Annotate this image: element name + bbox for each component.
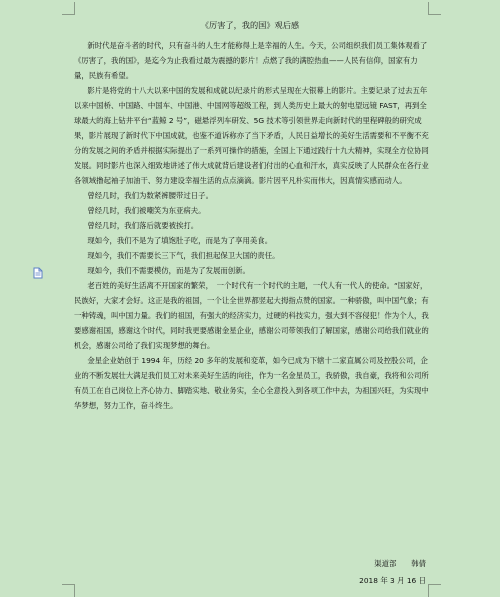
paragraph: 金星企业始创于 1994 年，历经 20 多年的发展和変革，如今已成为下辖十二家直属公司及控股公司，企业的不断发展壮大满足我们员工对未来美好生活的向往，作为一名金星员工，我骄傲，我自豪，我将和公司所有员工在自己岗位上齐心协力、脚踏实地、敬业务实，全心全意投入到各项工作中去，为祖国兴旺，为实现中华梦想，努力工作，奋斗终生。 (74, 356, 429, 410)
paragraph: 曾经几时，我们被嘲笑为东亚病夫。 (87, 206, 206, 215)
paragraph: 曾经几时，我们为数紧裤腰带过日子。 (87, 191, 213, 200)
paragraph: 新时代是奋斗者的时代，只有奋斗的人生才能称得上是幸福的人生。今天，公司组织我们员工集体观看了《厉害了，我的国》，是迄今为止我看过最为震撼的影片！点燃了我的满腔热血——人民有信仰，国家有力量，民族有希望。 (74, 41, 428, 80)
signature-date: 2018 年 3 月 16 日 (359, 576, 426, 585)
signature-block (359, 555, 426, 589)
crop-mark-bottom-left (62, 584, 75, 597)
crop-mark-bottom-right (428, 584, 441, 597)
document-body (74, 38, 430, 413)
document-icon[interactable] (32, 264, 44, 276)
paragraph: 曾经几时，我们落后就要被挨打。 (87, 221, 199, 230)
paragraph: 现如今，我们不需要模仿，而是为了发展而创新。 (87, 266, 250, 275)
paragraph: 影片是将党的十八大以来中国的发展和成就以纪录片的形式呈现在大银幕上的影片。主要记录了过去五年以来中国桥、中国路、中国车、中国港、中国网等超级工程，到人类历史上最大的射电望远镜 FAST，再到全球最大的海上钻井平台“蓝鲸 2 号”，磁悬浮列车研发、5G 技术等引领世界走向新时代的里程碑般的研究成果，影片展现了新时代下中国成就，也鉴不道诉称亦了当下矛盾，人民日益增长的美好生活需要和不平衡不充分的发展之间的矛盾并根据实际提出了一系列可操作的措施，全国上下通过践行十九大精神，实现全方位协同发展。同时影片也深入细致地讲述了伟大成就背后建设者们付出的心血和汗水，真实反映了人民群众在各行业各领域撸起袖子加油干、努力建设幸福生活的点点滴滴。影片因平凡朴实而伟大，因真情实感而动人。 (74, 86, 429, 185)
paragraph: 现如今，我们不需要长三下气，我们担起保卫大国的责任。 (87, 251, 280, 260)
document-title: 《厉害了，我的国》观后感 (200, 20, 300, 30)
paragraph: 现如今，我们不是为了填饱肚子吃，而是为了享用美食。 (87, 236, 273, 245)
signature-department-name: 渠道部 韩倩 (374, 559, 426, 568)
paragraph: 老百姓的美好生活离不开国家的繁荣， 一个时代有一个时代的主题，一代人有一代人的使命。“国家好，民族好，大家才会好。这正是我的祖国，一个让全世界都竖起大拇指点赞的国家。一种骄傲，叫中国气象；有一种铸魂，叫中国力量。我们的祖国，有强大的经济实力，过硬的科技实力，强大到不容侵犯！作为个人，我要感谢祖国，感谢这个时代，同时我更要感谢金星企业，感谢公司带领我们了解国家，感谢公司给我们就业的机会，感谢公司给了我们实现梦想的舞台。 (74, 281, 429, 350)
crop-mark-top-right (428, 2, 441, 15)
crop-mark-top-left (62, 2, 75, 15)
